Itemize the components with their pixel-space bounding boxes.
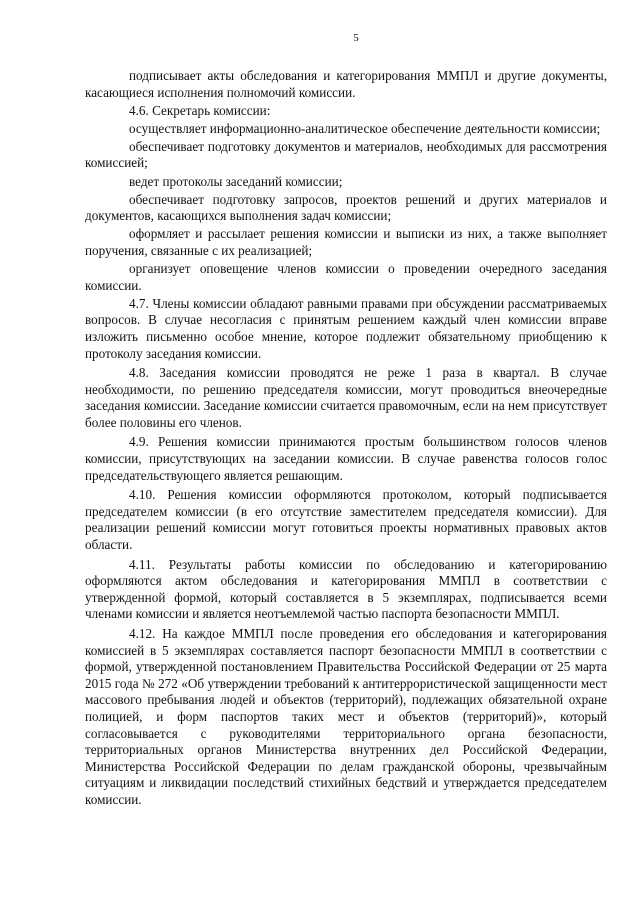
paragraph: 4.9. Решения комиссии принимаются простым большинством голосов членов комиссии, присутствующих на заседании комиссии. В случае равенства голосов голос председательствующего является решающим. — [85, 434, 607, 483]
document-body — [85, 68, 607, 809]
page-number: 5 — [353, 32, 359, 44]
paragraph: 4.6. Секретарь комиссии: — [129, 102, 271, 118]
paragraph: организует оповещение членов комиссии о проведении очередного заседания комиссии. — [85, 261, 607, 293]
paragraph: осуществляет информационно-аналитическое обеспечение деятельности комиссии; — [129, 120, 601, 136]
paragraph: 4.8. Заседания комиссии проводятся не реже 1 раза в квартал. В случае необходимости, по решению председателя комиссии, могут проводиться внеочередные заседания комиссии. Заседание комиссии считается правомочным, если на нем присутствует более половины его членов. — [85, 365, 607, 430]
paragraph: обеспечивает подготовку запросов, проектов решений и других материалов и документов, касающихся выполнения задач комиссии; — [85, 191, 607, 224]
paragraph: оформляет и рассылает решения комиссии и выписки из них, а также выполняет поручения, связанные с их реализацией; — [85, 226, 607, 258]
paragraph: 4.12. На каждое ММПЛ после проведения его обследования и категорирования комиссией в 5 экземплярах составляется паспорт безопасности ММПЛ в соответствии с формой, утвержденной постановлением Правительства Российской Федерации от 25 марта 2015 года № 272 «Об утверждении требований к антитеррористической защищенности мест массового пребывания людей и объектов (территорий), подлежащих обязательной охране полицией, и форм паспортов таких мест и объектов (территорий)», который согласовывается с руководителями территориального органа безопасности, территориальных органов Министерства внутренних дел Российской Федерации, Министерства Российской Федерации по делам гражданской обороны, чрезвычайным ситуациям и ликвидации последствий стихийных бедствий и утверждается председателем комиссии. — [85, 626, 607, 807]
paragraph: подписывает акты обследования и категорирования ММПЛ и другие документы, касающиеся исполнения полномочий комиссии. — [85, 68, 607, 100]
paragraph: ведет протоколы заседаний комиссии; — [129, 173, 343, 189]
paragraph: 4.10. Решения комиссии оформляются протоколом, который подписывается председателем комиссии (в его отсутствие заместителем председателя комиссии). Для реализации решений комиссии могут готовиться проекты нормативных правовых актов области. — [85, 487, 607, 553]
paragraph: обеспечивает подготовку документов и материалов, необходимых для рассмотрения комиссией; — [85, 138, 607, 171]
paragraph: 4.11. Результаты работы комиссии по обследованию и категорированию оформляются актом обследования и категорирования ММПЛ в соответствии с утвержденной формой, который составляется в 5 экземплярах, подписывается всеми членами комиссии и является неотъемлемой частью паспорта безопасности ММПЛ. — [85, 556, 607, 622]
paragraph: 4.7. Члены комиссии обладают равными правами при обсуждении рассматриваемых вопросов. В случае несогласия с принятым решением каждый член комиссии вправе изложить письменно особое мнение, которое подлежит обязательному приобщению к протоколу заседания комиссии. — [85, 295, 607, 361]
